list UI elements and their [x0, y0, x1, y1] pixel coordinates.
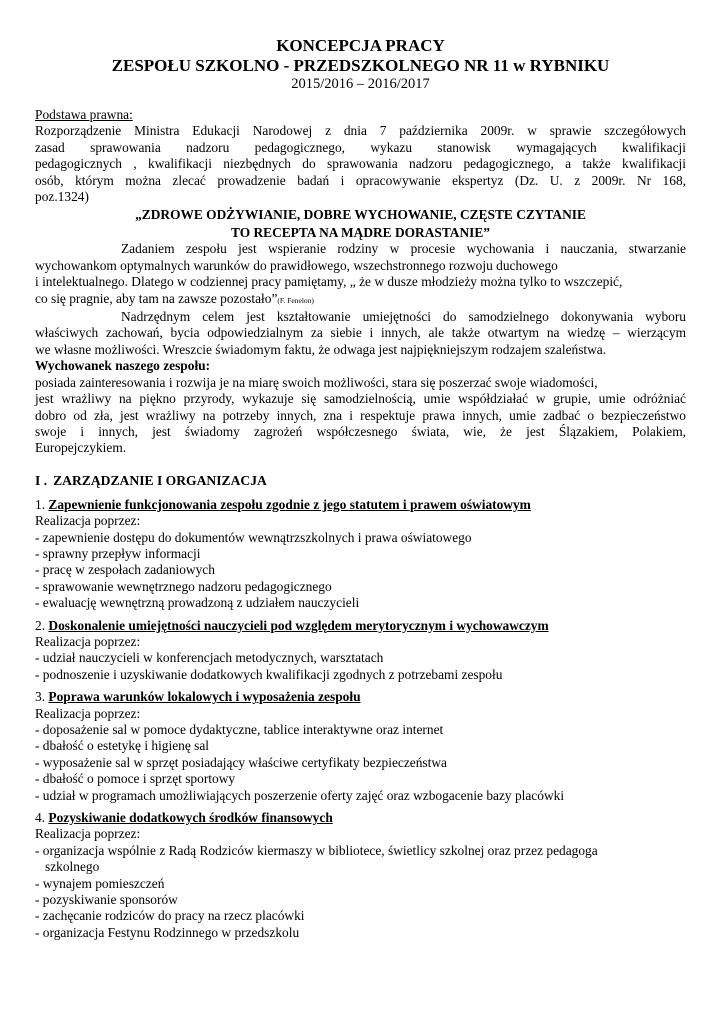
legal-basis-line: Rozporządzenie Ministra Edukacji Narodowej z dnia 7 października 2009r. w sprawie szczegółowych: [35, 123, 686, 139]
section-item: [35, 810, 686, 941]
list-item: - pozyskiwanie sponsorów: [35, 892, 178, 908]
item-heading: 1. Zapewnienie funkcjonowania zespołu zgodnie z jego statutem i prawem oświatowym: [35, 496, 531, 512]
school-years: 2015/2016 – 2016/2017: [291, 76, 430, 92]
intro-paragraph-line: wychowankom optymalnych warunków do prawidłowego, wszechstronnego rozwoju duchowego: [35, 257, 558, 273]
realizacja-label: Realizacja poprzez:: [35, 826, 141, 842]
list-item: - dbałość o pomoce i sprzęt sportowy: [35, 771, 236, 787]
graduate-line: swoje i innych, jest świadomy zagrożeń współczesnego świata, wie, że jest Ślązakiem, Polakiem,: [35, 423, 686, 439]
legal-basis-heading: Podstawa prawna:: [35, 107, 133, 122]
realizacja-label: Realizacja poprzez:: [35, 513, 141, 529]
legal-basis-line: pedagogicznych , kwalifikacji niezbędnych do sprawowania nadzoru pedagogicznego, a także kwalifikacji: [35, 156, 686, 172]
graduate-line: Europejczykiem.: [35, 440, 127, 456]
list-item: - sprawny przepływ informacji: [35, 545, 201, 561]
section-item: [35, 497, 686, 612]
item-heading: 2. Doskonalenie umiejętności nauczycieli pod względem merytorycznym i wychowawczym: [35, 617, 549, 633]
list-item: - ewaluację wewnętrzną prowadzoną z udziałem nauczycieli: [35, 595, 360, 611]
realizacja-label: Realizacja poprzez:: [35, 633, 141, 649]
intro-paragraph-line: Zadaniem zespołu jest wspieranie rodziny w procesie wychowania i nauczania, stwarzanie: [121, 241, 686, 257]
item-heading: 3. Poprawa warunków lokalowych i wyposażenia zespołu: [35, 689, 361, 705]
section-heading: I . ZARZĄDZANIE I ORGANIZACJA: [35, 472, 267, 488]
list-item: - organizacja wspólnie z Radą Rodziców kiermaszy w bibliotece, świetlicy szkolnej oraz przez pedagoga: [35, 842, 598, 858]
list-item: - pracę w zespołach zadaniowych: [35, 562, 215, 578]
list-item: - sprawowanie wewnętrznego nadzoru pedagogicznego: [35, 578, 332, 594]
realizacja-label: Realizacja poprzez:: [35, 705, 141, 721]
list-item: - udział w programach umożliwiających poszerzenie oferty zajęć oraz wzbogacenie bazy placówki: [35, 787, 565, 803]
legal-basis-line: zasad sprawowania nadzoru pedagogicznego, wykazu stanowisk wymagających kwalifikacji: [35, 139, 686, 155]
section-item: [35, 689, 686, 804]
item-heading: 4. Pozyskiwanie dodatkowych środków finansowych: [35, 810, 333, 826]
goal-paragraph-line: Nadrzędnym celem jest kształtowanie umiejętności do samodzielnego dokonywania wyboru: [121, 309, 686, 325]
graduate-line: posiada zainteresowania i rozwija je na miarę swoich możliwości, stara się poszerzać swoje wiadomości,: [35, 374, 598, 390]
list-item: - zachęcanie rodziców do pracy na rzecz placówki: [35, 908, 305, 924]
legal-basis-line: osób, którym można zlecać prowadzenie badań i opracowywanie ekspertyz (Dz. U. z 2009r. Nr 168,: [35, 172, 686, 188]
motto-line2: TO RECEPTA NA MĄDRE DORASTANIE”: [231, 225, 490, 241]
list-item-continuation: szkolnego: [45, 859, 100, 875]
goal-paragraph-line: właściwych zachowań, bycia odpowiedzialnym za siebie i innych, ale także otwartym na wiedzę – wierzącym: [35, 325, 686, 341]
section-item: [35, 618, 686, 684]
document-page: [35, 36, 686, 947]
list-item: - zapewnienie dostępu do dokumentów wewnątrzszkolnych i prawa oświatowego: [35, 529, 472, 545]
list-item: - podnoszenie i uzyskiwanie dodatkowych kwalifikacji zgodnych z potrzebami zespołu: [35, 666, 503, 682]
document-title-line1: KONCEPCJA PRACY: [276, 36, 445, 55]
list-item: - organizacja Festynu Rodzinnego w przedszkolu: [35, 924, 300, 940]
quote-citation: (F. Fenelon): [277, 295, 314, 305]
list-item: - dbałość o estetykę i higienę sal: [35, 738, 210, 754]
goal-paragraph-line: we własne możliwości. Wreszcie świadomym faktu, że odwaga jest najpiękniejszym rodzajem szaleństwa.: [35, 341, 607, 357]
graduate-heading: Wychowanek naszego zespołu:: [35, 358, 211, 374]
list-item: - udział nauczycieli w konferencjach metodycznych, warsztatach: [35, 650, 384, 666]
intro-paragraph-line: i intelektualnego. Dlatego w codziennej pracy pamiętamy, „ że w dusze młodzieży można tylko to wszczepić,: [35, 274, 623, 290]
graduate-line: dobro od zła, jest wrażliwy na potrzeby innych, zna i respektuje prawa innych, umie zadbać o bezpieczeństwo: [35, 407, 686, 423]
list-item: - wyposażenie sal w sprzęt posiadający właściwe certyfikaty bezpieczeństwa: [35, 754, 447, 770]
graduate-line: jest wrażliwy na piękno przyrody, wykazuje się samodzielnością, umie współdziałać w grupie, umie odróżniać: [35, 391, 686, 407]
document-title-line2: ZESPOŁU SZKOLNO - PRZEDSZKOLNEGO NR 11 w RYBNIKU: [111, 56, 610, 75]
motto-line1: „ZDROWE ODŻYWIANIE, DOBRE WYCHOWANIE, CZĘSTE CZYTANIE: [135, 207, 586, 223]
list-item: - doposażenie sal w pomoce dydaktyczne, tablice interaktywne oraz internet: [35, 722, 444, 737]
intro-paragraph-line: co się pragnie, aby tam na zawsze pozostało”(F. Fenelon): [35, 290, 314, 306]
legal-basis-line: poz.1324): [35, 189, 89, 205]
list-item: - wynajem pomieszczeń: [35, 875, 165, 891]
